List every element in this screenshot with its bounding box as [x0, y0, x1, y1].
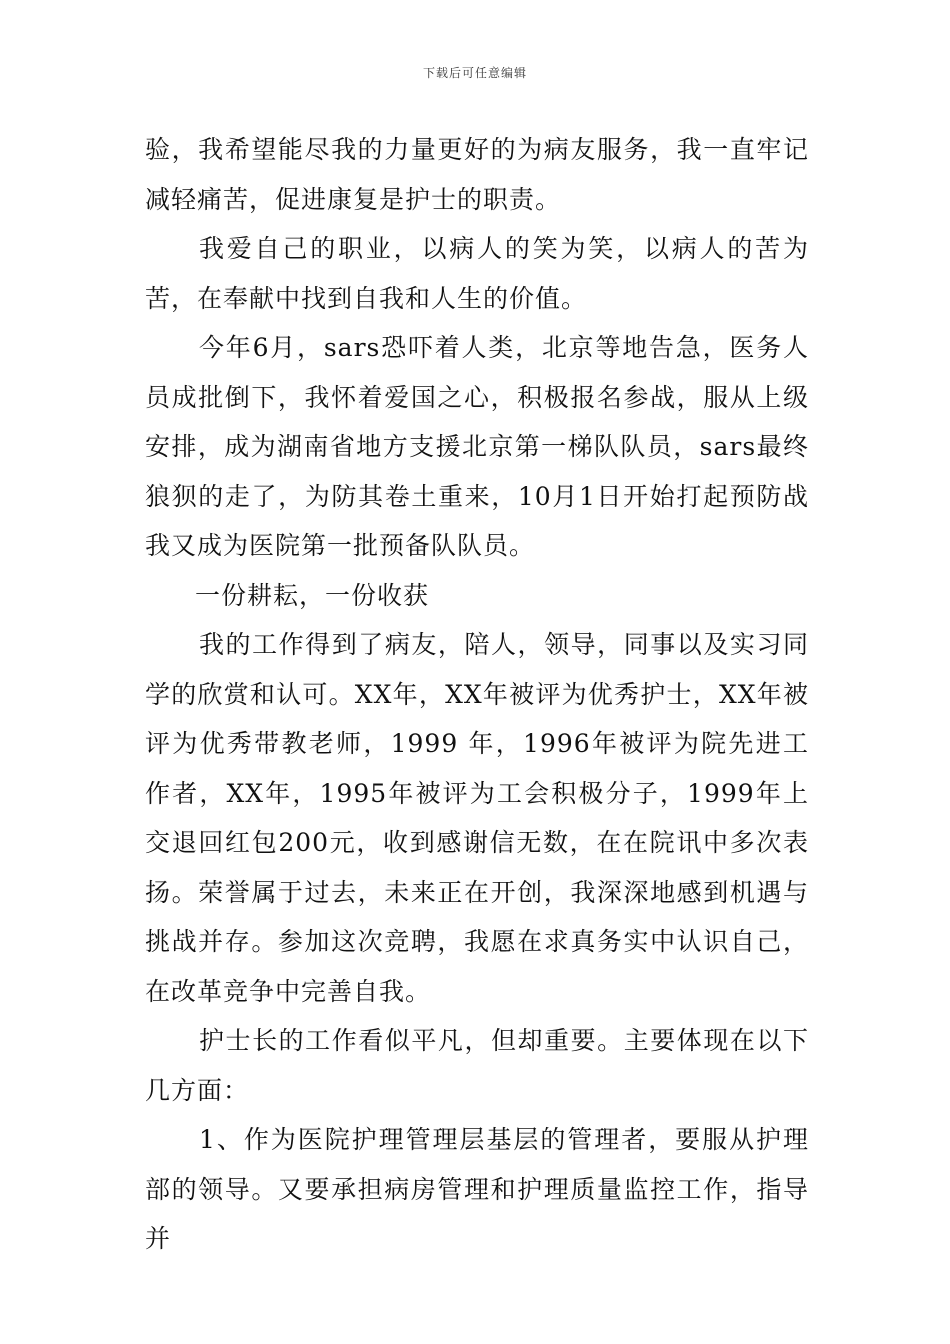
paragraph: 今年6月，sars恐吓着人类，北京等地告急，医务人员成批倒下，我怀着爱国之心，积极报名参战，服从上级安排，成为湖南省地方支援北京第一梯队队员，sars最终狼狈的走了，为防其卷土重来，10月1日开始打起预防战我又成为医院第一批预备队队员。: [145, 333, 809, 560]
paragraph: 验，我希望能尽我的力量更好的为病友服务，我一直牢记减轻痛苦，促进康复是护士的职责。: [145, 135, 809, 214]
paragraph: 一份耕耘，一份收获: [195, 580, 430, 610]
page-header: 下载后可任意编辑: [422, 66, 527, 80]
document-body: [145, 125, 809, 1264]
paragraph: 我爱自己的职业，以病人的笑为笑，以病人的苦为苦，在奉献中找到自我和人生的价值。: [145, 234, 809, 313]
paragraph: 1、作为医院护理管理层基层的管理者，要服从护理部的领导。又要承担病房管理和护理质量监控工作，指导并: [145, 1125, 809, 1253]
paragraph: 护士长的工作看似平凡，但却重要。主要体现在以下几方面：: [145, 1026, 809, 1105]
paragraph: 我的工作得到了病友，陪人，领导，同事以及实习同学的欣赏和认可。XX年，XX年被评为优秀护士，XX年被评为优秀带教老师，1999 年，1996年被评为院先进工作者，XX年，1995年被评为工会积极分子，1999年上交退回红包200元，收到感谢信无数，在在院讯中多次表扬。荣誉属于过去，未来正在开创，我深深地感到机遇与挑战并存。参加这次竞聘，我愿在求真务实中认识自己，在改革竞争中完善自我。: [145, 630, 809, 1006]
